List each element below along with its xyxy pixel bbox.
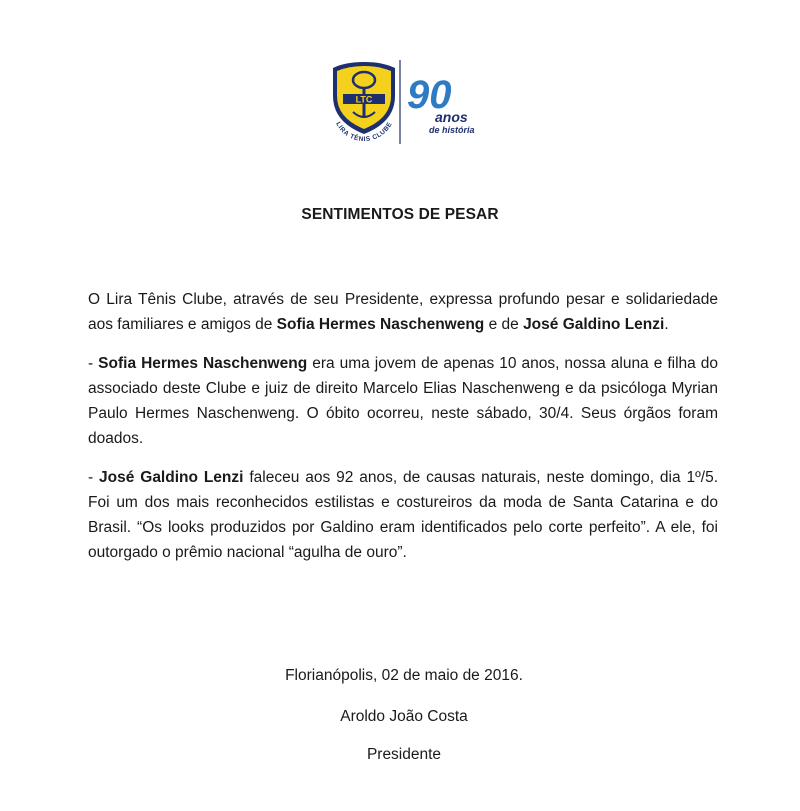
page-title: SENTIMENTOS DE PESAR bbox=[301, 206, 499, 223]
header-logo bbox=[325, 58, 495, 150]
jose-paragraph: - José Galdino Lenzi faleceu aos 92 anos, de causas naturais, neste domingo, dia 1º/5. Foi um dos mais reconhecidos estilistas e costureiros da moda de Santa Catarina e do Brasil. “Os looks produzidos por Galdino eram identificados pelo corte perfeito”. A ele, foi outorgado o prêmio nacional “agulha de ouro”. bbox=[88, 469, 718, 561]
place-date: Florianópolis, 02 de maio de 2016. bbox=[285, 667, 523, 684]
jose-name: José Galdino Lenzi bbox=[99, 469, 244, 486]
club-crest-icon bbox=[333, 62, 395, 134]
sofia-name: Sofia Hermes Naschenweng bbox=[98, 355, 308, 372]
name-sofia: Sofia Hermes Naschenweng bbox=[276, 316, 485, 333]
signer-name: Aroldo João Costa bbox=[340, 708, 468, 725]
document-body bbox=[88, 287, 718, 579]
svg-text:90: 90 bbox=[407, 73, 452, 117]
club-name-arc: LIRA TÊNIS CLUBE bbox=[334, 120, 394, 144]
sofia-paragraph: - Sofia Hermes Naschenweng era uma jovem de apenas 10 anos, nossa aluna e filha do associado deste Clube e juiz de direito Marcelo Elias Naschenweng e da psicóloga Myrian Paulo Hermes Naschenweng. O óbito ocorreu, neste sábado, 30/4. Seus órgãos foram doados. bbox=[88, 355, 718, 447]
anniversary-90-badge bbox=[407, 73, 475, 135]
intro-paragraph: O Lira Tênis Clube, através de seu Presidente, expressa profundo pesar e solidariedade aos familiares e amigos de Sofia Hermes Naschenweng e de José Galdino Lenzi. bbox=[88, 291, 718, 333]
name-jose: José Galdino Lenzi bbox=[523, 316, 665, 333]
svg-text:anos: anos bbox=[435, 109, 468, 125]
signer-role: Presidente bbox=[366, 746, 442, 763]
club-logo-graphic bbox=[325, 58, 495, 150]
svg-text:de história: de história bbox=[429, 125, 475, 135]
svg-text:LTC: LTC bbox=[355, 94, 373, 105]
